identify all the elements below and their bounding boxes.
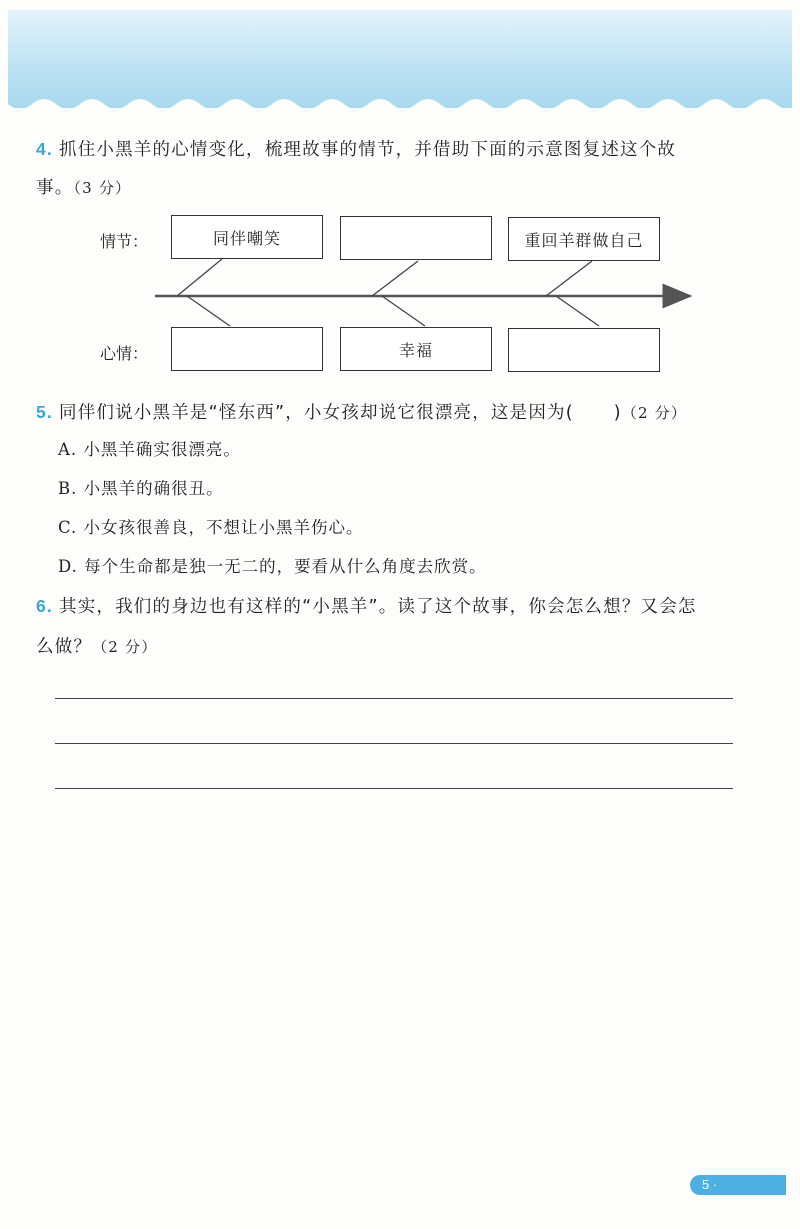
q6-number: 6.: [36, 596, 53, 616]
q4-text-2: 事。: [36, 178, 74, 198]
connector-plot-1: [177, 259, 222, 296]
connector-mood-3: [556, 296, 599, 326]
plot-label: 情节：: [100, 232, 149, 251]
mood-label: 心情：: [100, 344, 149, 363]
q5-option-d[interactable]: D. 每个生命都是独一无二的，要看从什么角度去欣赏。: [58, 557, 487, 576]
q5-score: （2 分）: [621, 404, 688, 422]
q4-number: 4.: [36, 139, 53, 159]
plot-box-3[interactable]: 重回羊群做自己: [508, 217, 660, 261]
mood-box-3[interactable]: [508, 328, 660, 372]
answer-line-3[interactable]: [55, 788, 733, 789]
connector-mood-1: [187, 296, 230, 326]
q5-option-a[interactable]: A. 小黑羊确实很漂亮。: [58, 440, 241, 459]
answer-line-2[interactable]: [55, 743, 733, 744]
connector-plot-2: [372, 261, 418, 296]
q5-close-paren: ): [613, 403, 622, 423]
answer-line-1[interactable]: [55, 698, 733, 699]
q6-score: （2 分）: [92, 638, 158, 656]
connector-mood-2: [382, 296, 425, 326]
q6-line2: [36, 633, 157, 658]
mood-box-2[interactable]: 幸福: [340, 327, 492, 371]
q5-number: 5.: [36, 402, 53, 422]
connector-plot-3: [546, 261, 592, 296]
plot-box-2[interactable]: [340, 216, 492, 260]
q5-text: 同伴们说小黑羊是“怪东西”，小女孩却说它很漂亮，这是因为(: [59, 403, 574, 423]
q6-text-2: 么做？: [36, 637, 93, 657]
q5-stem: [36, 399, 687, 424]
q4-text-1: 抓住小黑羊的心情变化，梳理故事的情节，并借助下面的示意图复述这个故: [59, 140, 677, 160]
q6-text-1: 其实，我们的身边也有这样的“小黑羊”。读了这个故事，你会怎么想？又会怎: [59, 597, 697, 617]
q6-line1: [36, 593, 697, 618]
q5-option-c[interactable]: C. 小女孩很善良，不想让小黑羊伤心。: [58, 518, 364, 537]
page-number: 5 ·: [690, 1175, 786, 1195]
plot-box-1[interactable]: 同伴嘲笑: [171, 215, 323, 259]
q4-score: （3 分）: [73, 179, 132, 197]
mood-box-1[interactable]: [171, 327, 323, 371]
q5-option-b[interactable]: B. 小黑羊的确很丑。: [58, 479, 224, 498]
